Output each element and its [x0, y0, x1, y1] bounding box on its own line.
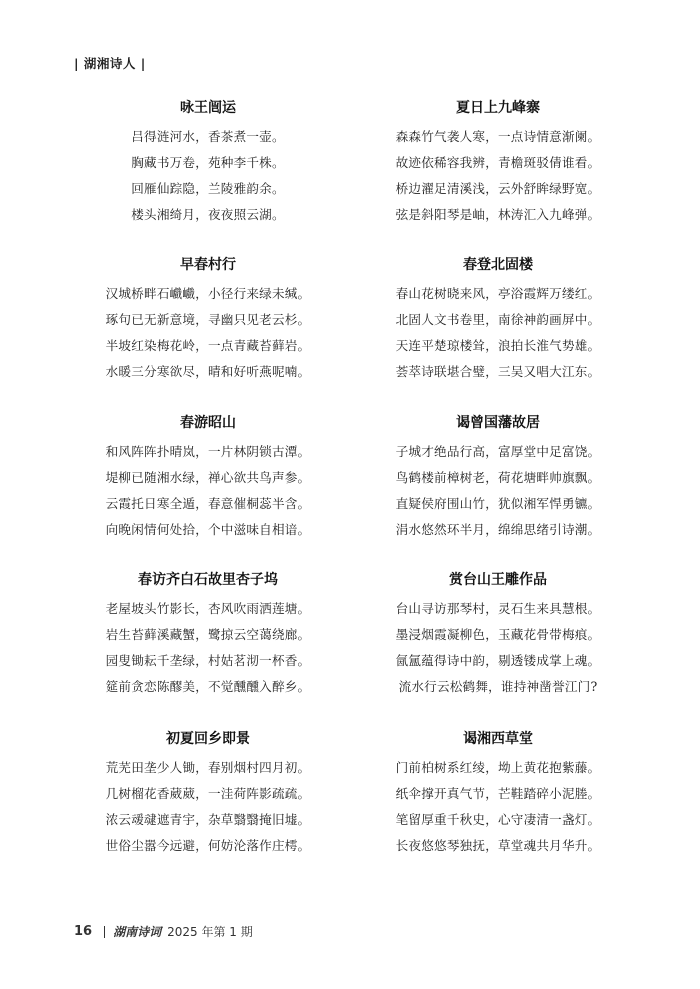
poem-left-1 [58, 98, 358, 228]
poem-line: 弦是斜阳琴是岫，林涛汇入九峰弹。 [395, 207, 601, 222]
poem-title: 春登北固楼 [463, 257, 533, 273]
poem-line: 北固人文书卷里，南徐神韵画屏中。 [395, 312, 601, 327]
poem-line: 水暖三分寒欲尽，晴和好听燕呢喃。 [105, 364, 311, 379]
poem-line: 长夜悠悠琴独抚，草堂魂共月华升。 [395, 838, 601, 853]
poem-left-3 [58, 413, 358, 543]
poem-line: 荟萃诗联堪合璧，三吴又唱大江东。 [395, 364, 601, 379]
poem-line: 世俗尘嚣今远避，何妨沦落作庄樗。 [105, 838, 311, 853]
poem-line: 笔留厚重千秋史，心守凄清一盏灯。 [395, 812, 601, 827]
poem-line: 楼头湘绮月，夜夜照云湖。 [131, 207, 285, 222]
poem-title: 夏日上九峰寨 [456, 100, 540, 116]
poem-line: 老屋坡头竹影长，杏风吹雨洒莲塘。 [105, 601, 311, 616]
poem-line: 浓云叆叇遮青宇，杂草翳翳掩旧墟。 [105, 812, 311, 827]
poem-right-4 [348, 570, 648, 700]
poem-right-3 [348, 413, 648, 543]
poem-line: 岩生苔藓溪藏蟹，鹭掠云空蔼绕廊。 [105, 627, 311, 642]
poem-title: 春游昭山 [180, 415, 236, 431]
poem-title: 赏台山王雕作品 [449, 572, 547, 588]
issue-label: 2025 年第 1 期 [167, 925, 253, 939]
page-number: 16 [74, 924, 93, 939]
poem-line: 荒芜田垄少人锄，春别烟村四月初。 [105, 760, 311, 775]
poem-line: 半坡红染梅花岭，一点青藏苔藓岩。 [105, 338, 311, 353]
poem-line: 门前柏树系红绫，坳上黄花抱紫藤。 [395, 760, 601, 775]
poem-right-2 [348, 255, 648, 385]
section-header: | 湖湘诗人 | [74, 56, 146, 71]
poem-line: 流水行云松鹤舞，谁持神凿誉江门? [398, 679, 598, 694]
poem-right-5 [348, 729, 648, 859]
poem-line: 春山花树晓来风，亭浴霞辉万缕红。 [395, 286, 601, 301]
poem-title: 咏王闿运 [180, 100, 236, 116]
poem-line: 故迹依稀容我辨，青檐斑驳倩谁看。 [395, 155, 601, 170]
poem-line: 堤柳已随湘水绿，禅心欲共鸟声参。 [105, 470, 311, 485]
poem-line: 几树榴花香葳葳，一洼荷阵影疏疏。 [105, 786, 311, 801]
poem-title: 初夏回乡即景 [166, 731, 250, 747]
poem-line: 回雁仙踪隐，兰陵雅韵余。 [131, 181, 285, 196]
poem-title: 早春村行 [180, 257, 236, 273]
poem-left-5 [58, 729, 358, 859]
poem-line: 台山寻访那琴村，灵石生来具慧根。 [395, 601, 601, 616]
poem-line: 筵前贪恋陈醪美，不觉醺醺入醉乡。 [105, 679, 311, 694]
poem-line: 子城才绝品行高，富厚堂中足富饶。 [395, 444, 601, 459]
page-footer [74, 923, 253, 940]
footer-divider [104, 926, 105, 938]
poem-line: 云霞托日寒全遁，春意催桐蕊半含。 [105, 496, 311, 511]
poem-line: 汉城桥畔石巇巇，小径行来绿未缄。 [105, 286, 311, 301]
poem-line: 鸟鹤楼前樟树老，荷花塘畔帅旗飘。 [395, 470, 601, 485]
poem-line: 和风阵阵扑晴岚，一片林阴锁古潭。 [105, 444, 311, 459]
poem-right-1 [348, 98, 648, 228]
poem-line: 涓水悠然环半月，绵绵思绪引诗潮。 [395, 522, 601, 537]
poem-line: 园叟锄耘千垄绿，村姑茗沏一杯香。 [105, 653, 311, 668]
poem-title: 谒曾国藩故居 [456, 415, 540, 431]
poem-left-4 [58, 570, 358, 700]
poem-line: 天连平楚琼楼耸，浪拍长淮气势雄。 [395, 338, 601, 353]
poem-line: 纸伞撑开真气节，芒鞋踏碎小泥塍。 [395, 786, 601, 801]
poem-line: 吕得涟河水，香茶煮一壶。 [131, 129, 285, 144]
poem-line: 森森竹气袭人寒，一点诗情意渐阑。 [395, 129, 601, 144]
poem-line: 桥边濯足清溪浅，云外舒眸绿野宽。 [395, 181, 601, 196]
poem-line: 墨浸烟霞凝柳色，玉藏花骨带梅痕。 [395, 627, 601, 642]
poem-line: 氤氲蕴得诗中韵，剔透镂成掌上魂。 [395, 653, 601, 668]
poem-title: 春访齐白石故里杏子坞 [138, 572, 278, 588]
poem-title: 谒湘西草堂 [463, 731, 533, 747]
poem-line: 向晚闲情何处拾，个中滋味自相谙。 [105, 522, 311, 537]
poem-line: 琢句已无新意境，寻幽只见老云杉。 [105, 312, 311, 327]
poem-line: 胸藏书万卷，苑种李千株。 [131, 155, 285, 170]
journal-name: 湖南诗词 [113, 925, 162, 939]
poem-line: 直疑侯府围山竹，犹似湘军悍勇镳。 [395, 496, 601, 511]
poem-left-2 [58, 255, 358, 385]
